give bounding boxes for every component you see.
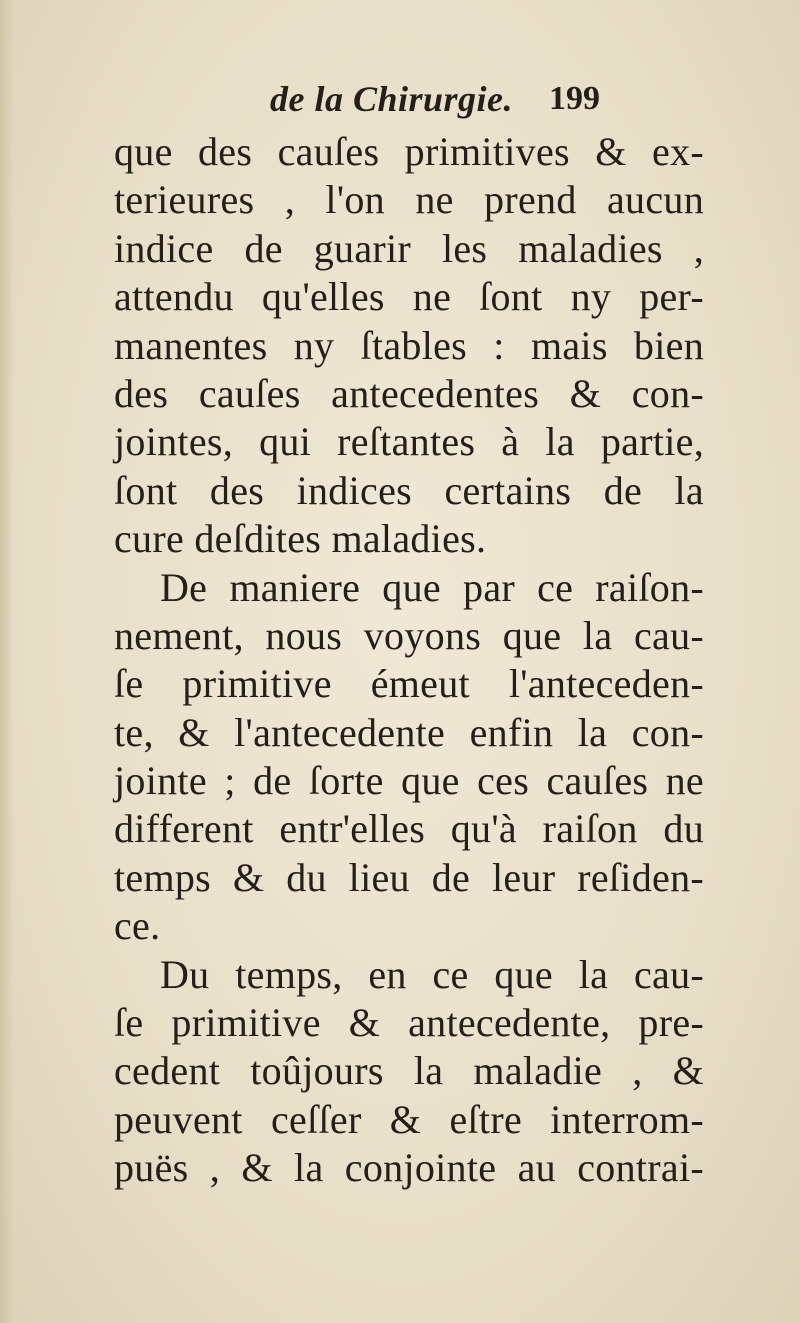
text-line-4: attendu qu'elles ne ſont ny per- <box>114 274 704 320</box>
text-line-14: jointe ; de ſorte que ces cauſes ne <box>114 758 704 804</box>
running-title: de la Chirurgie. <box>270 79 514 119</box>
text-line-3: indice de guarir les maladies , <box>114 225 704 271</box>
text-line-21: peuvent ceſſer & eſtre interrom- <box>114 1096 704 1142</box>
text-line-19: ſe primitive & antecedente, pre- <box>114 1000 704 1046</box>
text-line-8: ſont des indices certains de la <box>114 467 704 513</box>
text-line-15: different entr'elles qu'à raiſon du <box>114 806 704 852</box>
text-line-1: que des cauſes primitives & ex- <box>114 129 704 174</box>
text-line-11: nement, nous voyons que la cau- <box>114 612 704 658</box>
text-line-5: manentes ny ſtables : mais bien <box>114 322 704 368</box>
text-line-7: jointes, qui reſtantes à la partie, <box>114 419 704 465</box>
body-text <box>114 128 704 1193</box>
page-number: 199 <box>549 80 600 117</box>
text-line-12: ſe primitive émeut l'anteceden- <box>114 661 704 707</box>
text-line-2: terieures , l'on ne prend aucun <box>114 177 704 223</box>
text-line-22: puës , & la conjointe au contrai- <box>114 1145 704 1191</box>
text-line-13: te, & l'antecedente enfin la con- <box>114 709 704 755</box>
text-line-20: cedent toûjours la maladie , & <box>114 1048 704 1094</box>
text-line-16: temps & du lieu de leur reſiden- <box>114 854 704 900</box>
text-line-9: cure deſdites maladies. <box>114 516 487 562</box>
text-line-10: De maniere que par ce raiſon- <box>160 564 704 610</box>
text-line-6: des cauſes antecedentes & con- <box>114 370 704 416</box>
running-head <box>270 78 600 122</box>
text-line-18: Du temps, en ce que la cau- <box>160 951 704 997</box>
text-line-17: ce. <box>114 903 161 949</box>
page-gutter-shadow <box>0 0 14 1323</box>
